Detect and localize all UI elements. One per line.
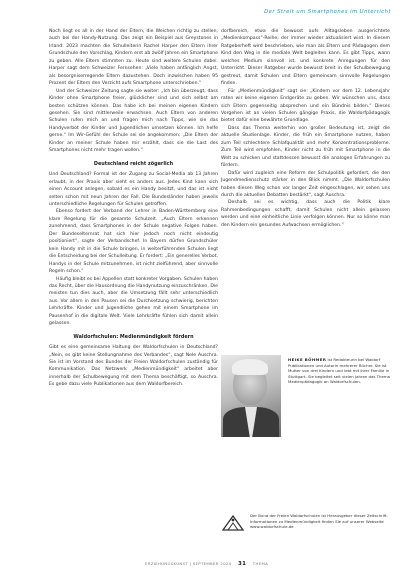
- section-heading: Deutschland reicht zögerlich: [93, 160, 174, 167]
- page-number: 31: [237, 561, 247, 567]
- paragraph: Für „Medienmündigkeit“ sagt sie: „Kindern vor dem 12. Lebensjahr raten wir keine eigenen Endgeräte zu geben. Wir wünschen uns, dass sich Eltern gegenseitig absprechen und ein Bündnis bilden.“ Dieses Vorgehen ist an vielen Schulen gängige Praxis, die Waldorfpädagogik bietet dafür eine bewährte Grundlage.: [221, 88, 390, 124]
- paragraph: dorfbereich, etwa die bewusst aufs Alltagsleben ausgerichtete „Medienkompass“-Reihe, der immer wieder aktualisiert wird. In diesem Ratgeberheft wird beschrieben, wie man als Eltern und Pädagogen dem Kind den Weg in die mediale Welt begleiten kann. Es gibt Tipps, wann welches Medium sinnvoll ist, und konkrete Anregungen für den Unterricht. Dieser Ratgeber wurde bewusst breit in der Schulbewegung gestreut, damit Schulen und Eltern gemeinsam sinnvolle Regelungen finden.: [221, 29, 390, 87]
- photo-caption: [288, 357, 398, 385]
- paragraph: Und Deutschland? Formal ist der Zugang zu Social-Media ab 13 Jahren erlaubt, in der Praxis aber sieht es anders aus. Jedes Kind kann sich einen Account anlegen, sobald es ein Handy besitzt, und das ist nicht selten schon mit neun Jahren der Fall. Die Bundesländer haben jeweils unterschiedliche Regelungen für Schulen getroffen.: [49, 172, 218, 207]
- paragraph: Dass das Thema weiterhin von großer Bedeutung ist, zeigt die aktuelle Studienlage. Kinder, die früh ein Smartphone nutzen, haben zum Teil schlechtere Schlafqualität und mehr Konzentrationsprobleme. Zum Teil wird empfohlen, Kinder nicht zu früh mit Smartphone in die Welt zu schicken und stattdessen bewusst die analogen Erfahrungen zu fördern.: [221, 125, 390, 169]
- author-bio: ist Redakteurin bei Waldorf Publikationen und Autorin mehrerer Bücher. Sie ist Mutter von drei Kindern und lebt mit ihrer Familie in Stuttgart. Sie begleitet seit vielen Jahren das Thema Medienpädagogik an Waldorfschulen.: [288, 357, 391, 385]
- paragraph: Gibt es eine gemeinsame Haltung der Waldorfschulen in Deutschland? „Nein, es gibt keine Stellungnahme des Verbandes“, sagt Nele Auschra. Sie ist im Vorstand des Bundes der Freien Waldorfschulen zuständig für Kommunikation. Das Netzwerk „Medienmündigkeit“ arbeitet aber innerhalb der Schulbewegung mit dem Thema beschäftigt, so Auschra. Es gebe dazu viele Publikationen aus dem Waldorfbereich.: [49, 345, 218, 388]
- waldorf-logo-icon: [221, 513, 245, 533]
- paragraph: Dafür wird zugleich eine Reform der Schulpolitik gefordert, die den Jugendmedienschutz stärker in den Blick nimmt. „Die Waldorfschulen haben diesen Weg schon vor langer Zeit eingeschlagen, wir sehen uns durch die aktuellen Debatten bestärkt“, sagt Auschra.: [221, 170, 390, 198]
- paragraph: Häufig bleibt es bei Appellen statt konkreter Vorgaben. Schulen haben das Recht, über die Hausordnung die Handynutzung einzuschränken. Die meisten tun dies auch, aber die Umsetzung fällt sehr unterschiedlich aus. Vor allem in den Pausen sei die Durchsetzung schwierig, berichten Lehrkräfte. Kinder und Jugendliche gehen mit einem Smartphone im Pausenhof in die digitale Welt. Viele Lehrkräfte fühlen sich damit allein gelassen.: [49, 276, 219, 327]
- running-header: Der Streit um Smartphones im Unterricht: [264, 9, 391, 15]
- section-heading: Waldorfschulen: Medienmündigkeit fördern: [73, 333, 194, 340]
- paragraph: Ebenso fordert der Verband der Lehrer in Baden-Württemberg eine klare Regelung für die gesamte Schulzeit. „Auch Eltern erkennen zunehmend, dass Smartphones in der Schule negative Folgen haben. Der Bundeselternrat hat sich hier jedoch noch nicht eindeutig positioniert“, sagte der Verbandschef. In Bayern dürfen Grundschüler kein Handy mit in die Schule bringen, in weiterführenden Schulen liegt die Entscheidung bei der Schulleitung. Er fordert: „Ein generelles Verbot, Handys in der Schule mitzunehmen, ist nicht zielführend, aber sinnvolle Regeln schon.“: [49, 209, 218, 275]
- paragraph: Noch liegt es all in der Hand der Eltern, die Weichen richtig zu stellen, auch bei der Handy-Nutzung. Das zeigt ein Beispiel aus Greystones in Irland: 2023 machten die Schulleiterin Rachel Harper den Eltern ihrer Grundschule den Vorschlag, Kindern erst ab zwölf Jahren ein Smartphone zu geben. Alle Eltern stimmten zu. Heute sind weitere Schulen dabei. Harper sagt dem Schweizer Fernsehen: „Viele haben anfänglich Angst, als besorgniserregende Eltern dazustehen. Doch inzwischen haben 95 Prozent der Eltern den Verzicht aufs Smartphone unterschrieben.“: [49, 29, 218, 87]
- author-photo: [221, 355, 281, 437]
- author-name: HEIKE BÖHMER: [288, 357, 327, 362]
- left-column: [49, 28, 218, 389]
- paragraph: Und der Schweizer Zeitung sagte sie weiter: „Ich bin überzeugt, dass Kinder ohne Smartphone freier, glücklicher sind und sich selbst am besten schützen können. Das habe ich bei meinen eigenen Kindern gesehen. Sie sind mittlerweile erwachsen. Auch Eltern von anderen Schulen rufen mich an und fragen mich nach Tipps, wie sie das Handyverbot der Kinder und Jugendlichen umsetzen können. Ich helfe gerne.“ Im Wir-Gefühl der Schule sei sie angekommen: „Die Eltern der Kinder an meiner Schule haben mir erzählt, dass sie die Last des Smartphones nicht mehr tragen wollen.“: [49, 88, 218, 154]
- paragraph: Deshalb sei es wichtig, dass auch die Politik klare Rahmenbedingungen schafft, damit Schulen nicht allein gelassen werden und eine einheitliche Linie verfolgen können. Nur so könne man den Kindern ein gesundes Aufwachsen ermöglichen.“: [221, 200, 390, 228]
- footer-right: THEMA: [252, 561, 269, 566]
- footer-left: ERZIEHUNGSKUNST | SEPTEMBER 2024: [144, 561, 232, 566]
- page-footer: [0, 561, 413, 567]
- right-column: [221, 28, 390, 229]
- photo-hair: [232, 359, 268, 375]
- logo-text: Der Bund der Freien Waldorfschulen ist Herausgeber dieser Zeitschrift. Informationen zu Medienmündigkeit finden Sie auf unserer Webseite www.waldorfschule.de: [250, 513, 388, 530]
